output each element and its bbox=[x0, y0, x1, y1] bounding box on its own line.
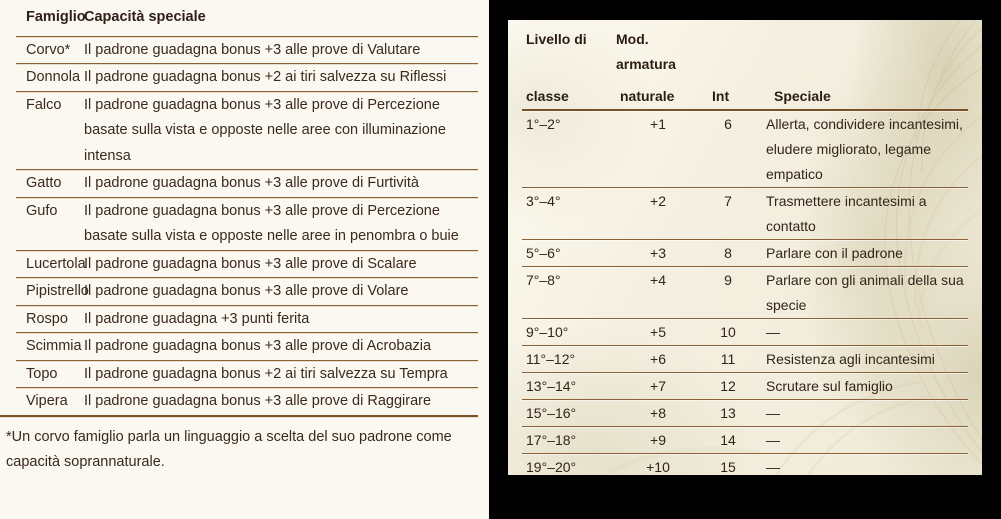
cell-int: 11 bbox=[720, 351, 736, 367]
table-row bbox=[0, 389, 489, 415]
cell-mod-armatura: +2 bbox=[650, 193, 666, 209]
cell-speciale: Scrutare sul famiglio bbox=[766, 378, 893, 394]
cell-livello: 9°–10° bbox=[526, 324, 569, 340]
cell-famiglio: Topo bbox=[26, 365, 58, 382]
cell-speciale: Trasmettere incantesimi a contatto bbox=[766, 193, 927, 234]
cell-famiglio: Donnola bbox=[26, 69, 81, 85]
table-row bbox=[0, 362, 489, 388]
table-row bbox=[508, 320, 982, 345]
cell-speciale: — bbox=[766, 432, 779, 448]
cell-capacita: Il padrone guadagna bonus +3 alle prove di Valutare bbox=[84, 41, 421, 58]
cell-livello: 5°–6° bbox=[526, 245, 561, 261]
table-row bbox=[0, 93, 489, 170]
table-row bbox=[0, 307, 489, 333]
table-footnote: *Un corvo famiglio parla un linguaggio a scelta del suo padrone come capacità soprannaturale. bbox=[6, 428, 452, 470]
cell-famiglio: Vipera bbox=[26, 393, 68, 409]
cell-speciale: — bbox=[766, 324, 779, 340]
cell-mod-armatura: +8 bbox=[650, 405, 666, 421]
column-header-livello-line1: Livello di bbox=[526, 31, 587, 47]
cell-int: 9 bbox=[724, 272, 732, 288]
cell-capacita: Il padrone guadagna bonus +3 alle prove di Percezione basate sulla vista e opposte nelle aree con illuminazione intensa bbox=[84, 96, 446, 164]
cell-speciale: — bbox=[766, 459, 779, 475]
cell-capacita: Il padrone guadagna bonus +3 alle prove di Raggirare bbox=[84, 393, 432, 409]
table-row bbox=[0, 171, 489, 197]
column-header-speciale: Speciale bbox=[774, 88, 831, 104]
table-row bbox=[508, 428, 982, 453]
cell-int: 7 bbox=[724, 193, 732, 209]
cell-mod-armatura: +5 bbox=[650, 324, 666, 340]
table-row bbox=[508, 112, 982, 187]
cell-capacita: Il padrone guadagna bonus +3 alle prove di Percezione basate sulla vista e opposte nelle aree in penombra o buie bbox=[84, 202, 459, 244]
cell-mod-armatura: +7 bbox=[650, 378, 666, 394]
cell-livello: 7°–8° bbox=[526, 272, 561, 288]
cell-famiglio: Falco bbox=[26, 96, 62, 113]
cell-int: 8 bbox=[724, 245, 732, 261]
table-header-row-line1 bbox=[508, 20, 982, 77]
table-row bbox=[508, 189, 982, 239]
table-row bbox=[508, 401, 982, 426]
cell-mod-armatura: +4 bbox=[650, 272, 666, 288]
column-header-capacita-speciale: Capacità speciale bbox=[84, 9, 206, 25]
cell-speciale: Allerta, condividere incantesimi, eludere migliorato, legame empatico bbox=[766, 116, 963, 182]
cell-capacita: Il padrone guadagna +3 punti ferita bbox=[84, 310, 310, 327]
table-row bbox=[508, 374, 982, 399]
table-row bbox=[0, 199, 489, 250]
cell-int: 14 bbox=[720, 432, 736, 448]
cell-livello: 13°–14° bbox=[526, 378, 577, 394]
cell-capacita: Il padrone guadagna bonus +3 alle prove di Furtività bbox=[84, 175, 419, 191]
cell-speciale: — bbox=[766, 405, 779, 421]
cell-int: 6 bbox=[724, 116, 732, 132]
cell-speciale: Resistenza agli incantesimi bbox=[766, 351, 935, 367]
table-row bbox=[0, 38, 489, 64]
cell-famiglio: Corvo* bbox=[26, 41, 71, 58]
cell-livello: 15°–16° bbox=[526, 405, 577, 421]
familiar-abilities-table bbox=[0, 0, 489, 476]
column-header-mod-armatura-line1: Mod. armatura bbox=[616, 31, 676, 72]
cell-capacita: Il padrone guadagna bonus +3 alle prove di Acrobazia bbox=[84, 338, 432, 354]
familiar-progression-panel bbox=[489, 0, 1001, 519]
table-row bbox=[508, 268, 982, 318]
cell-capacita: Il padrone guadagna bonus +3 alle prove di Volare bbox=[84, 283, 409, 299]
column-header-int: Int bbox=[712, 88, 730, 104]
cell-capacita: Il padrone guadagna bonus +2 ai tiri salvezza su Riflessi bbox=[84, 69, 447, 85]
cell-livello: 19°–20° bbox=[526, 459, 577, 475]
cell-capacita: Il padrone guadagna bonus +2 ai tiri salvezza su Tempra bbox=[84, 365, 448, 382]
cell-livello: 1°–2° bbox=[526, 116, 561, 132]
column-header-livello-line2: classe bbox=[526, 88, 569, 104]
cell-livello: 11°–12° bbox=[526, 351, 576, 367]
familiar-abilities-panel bbox=[0, 0, 489, 519]
cell-livello: 17°–18° bbox=[526, 432, 577, 448]
cell-speciale: Parlare con gli animali della sua specie bbox=[766, 272, 964, 313]
column-header-mod-armatura-line2: naturale bbox=[620, 88, 675, 104]
cell-famiglio: Gatto bbox=[26, 175, 62, 191]
table-row bbox=[508, 347, 982, 372]
table-row bbox=[508, 455, 982, 475]
cell-mod-armatura: +6 bbox=[650, 351, 666, 367]
column-header-famiglio: Famiglio bbox=[26, 9, 86, 25]
cell-mod-armatura: +3 bbox=[650, 245, 666, 261]
cell-famiglio: Rospo bbox=[26, 310, 68, 327]
cell-capacita: Il padrone guadagna bonus +3 alle prove di Scalare bbox=[84, 255, 417, 272]
cell-int: 12 bbox=[720, 378, 736, 394]
footnote-rule bbox=[0, 415, 478, 418]
cell-int: 10 bbox=[720, 324, 736, 340]
cell-int: 15 bbox=[720, 459, 736, 475]
table-header-row-line2 bbox=[508, 77, 982, 109]
cell-livello: 3°–4° bbox=[526, 193, 561, 209]
familiar-progression-table bbox=[508, 20, 982, 475]
cell-famiglio: Lucertola bbox=[26, 255, 86, 272]
parchment-card bbox=[508, 20, 982, 475]
cell-famiglio: Gufo bbox=[26, 202, 58, 219]
table-row bbox=[0, 334, 489, 360]
table-row bbox=[0, 252, 489, 278]
cell-mod-armatura: +10 bbox=[646, 459, 670, 475]
cell-mod-armatura: +9 bbox=[650, 432, 666, 448]
cell-speciale: Parlare con il padrone bbox=[766, 245, 903, 261]
table-row bbox=[508, 241, 982, 266]
cell-mod-armatura: +1 bbox=[650, 116, 666, 132]
table-header-row bbox=[0, 0, 489, 36]
table-row bbox=[0, 279, 489, 305]
cell-famiglio: Pipistrello bbox=[26, 283, 89, 299]
cell-famiglio: Scimmia bbox=[26, 338, 82, 354]
table-row bbox=[0, 65, 489, 91]
cell-int: 13 bbox=[720, 405, 736, 421]
